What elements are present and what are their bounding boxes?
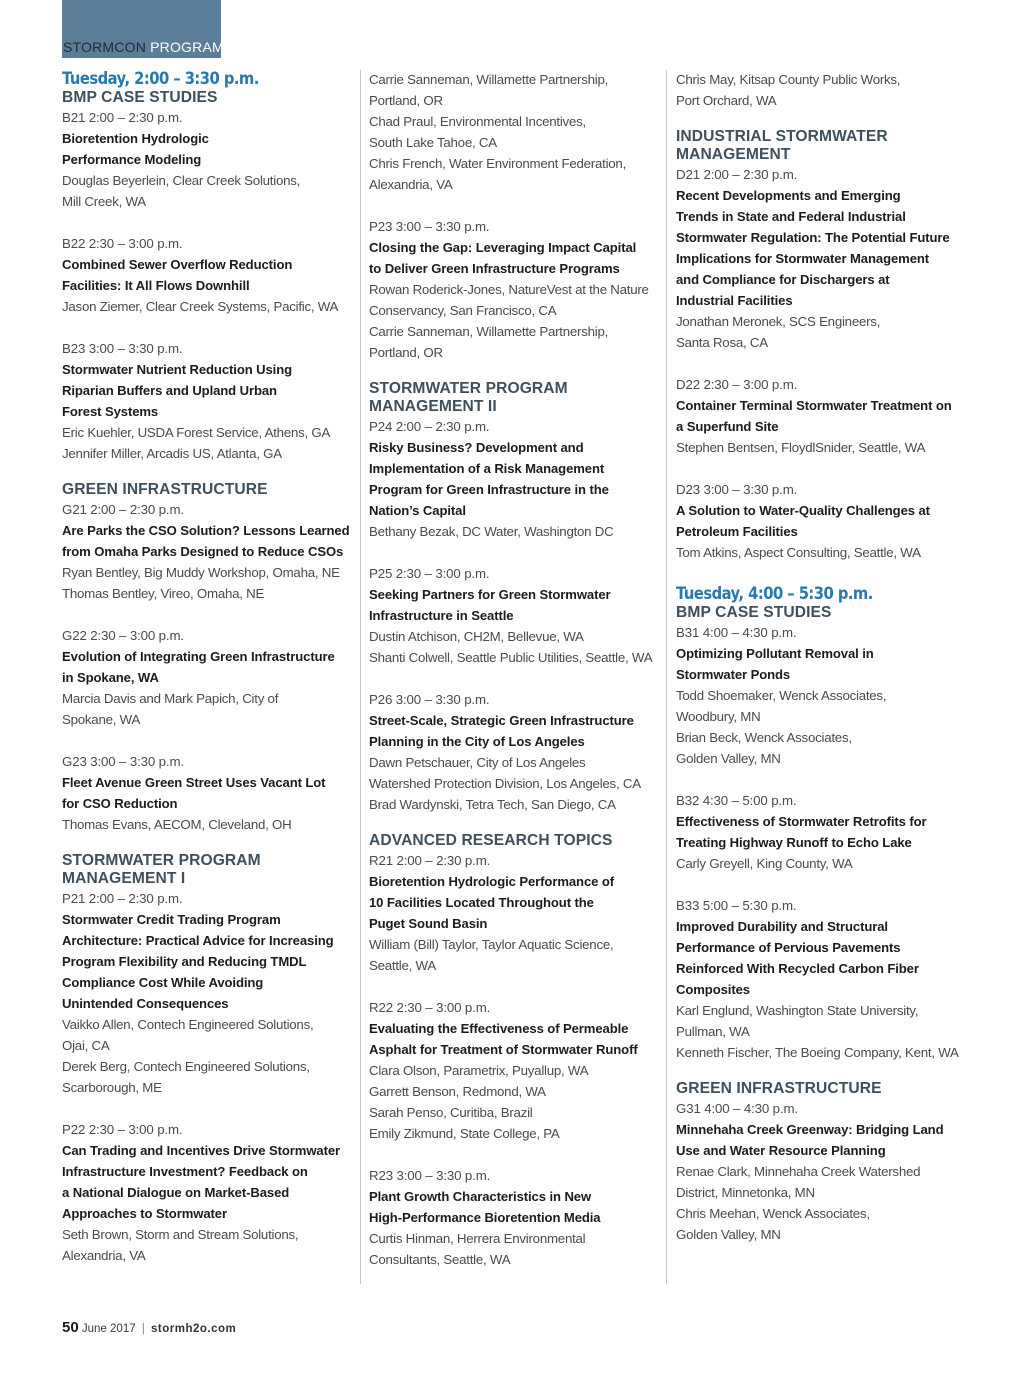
presenter-line: Jonathan Meronek, SCS Engineers, [676,314,881,329]
spacer [62,317,360,338]
presenter-line: Sarah Penso, Curitiba, Brazil [369,1105,533,1120]
spacer [369,542,667,563]
session-code-time: D21 2:00 – 2:30 p.m. [676,167,798,182]
session-title: Architecture: Practical Advice for Increasing [62,933,334,948]
track-heading: GREEN INFRASTRUCTURE [676,1080,882,1097]
session-code-time: B23 3:00 – 3:30 p.m. [62,341,183,356]
session-time-heading: Tuesday, 2:00 – 3:30 p.m. [62,69,259,88]
track-heading: MANAGEMENT II [369,398,497,415]
program-column-1 [62,69,360,1266]
session-code-time: B33 5:00 – 5:30 p.m. [676,898,797,913]
presenter-line: Portland, OR [369,345,443,360]
track-heading: MANAGEMENT [676,146,791,163]
session-title: Composites [676,982,750,997]
presenter-line: Karl Englund, Washington State University, [676,1003,919,1018]
program-column-3 [676,69,974,1245]
presenter-line: Golden Valley, MN [676,1227,781,1242]
session-title: Bioretention Hydrologic [62,131,209,146]
track-heading: STORMWATER PROGRAM [62,852,261,869]
session-title: Recent Developments and Emerging [676,188,901,203]
presenter-line: Tom Atkins, Aspect Consulting, Seattle, WA [676,545,921,560]
presenter-line: Douglas Beyerlein, Clear Creek Solutions, [62,173,301,188]
spacer [369,1144,667,1165]
presenter-line: Vaikko Allen, Contech Engineered Solutions, [62,1017,314,1032]
track-heading: BMP CASE STUDIES [62,89,218,106]
page-number: 50 [62,1319,79,1336]
presenter-line: Brad Wardynski, Tetra Tech, San Diego, CA [369,797,616,812]
spacer [62,464,360,481]
header-section: PROGRAM [150,39,224,55]
track-heading: INDUSTRIAL STORMWATER [676,128,888,145]
spacer [676,563,974,584]
presenter-line: Seattle, WA [369,958,436,973]
session-title: Industrial Facilities [676,293,793,308]
presenter-line: Derek Berg, Contech Engineered Solutions, [62,1059,310,1074]
session-title: Are Parks the CSO Solution? Lessons Learned [62,523,350,538]
track-heading: ADVANCED RESEARCH TOPICS [369,832,613,849]
spacer [369,195,667,216]
spacer [369,668,667,689]
session-title: Bioretention Hydrologic Performance of [369,874,615,889]
presenter-line: Watershed Protection Division, Los Angeles, CA [369,776,641,791]
spacer [676,874,974,895]
track-heading: STORMWATER PROGRAM [369,380,568,397]
session-title: Plant Growth Characteristics in New [369,1189,592,1204]
spacer [676,111,974,128]
session-title: Minnehaha Creek Greenway: Bridging Land [676,1122,944,1137]
presenter-line: Rowan Roderick-Jones, NatureVest at the Nature [369,282,649,297]
presenter-line: Kenneth Fischer, The Boeing Company, Kent, WA [676,1045,959,1060]
footer-separator: | [141,1323,145,1335]
presenter-line: Carrie Sanneman, Willamette Partnership, [369,72,609,87]
session-code-time: B32 4:30 – 5:00 p.m. [676,793,797,808]
session-code-time: D22 2:30 – 3:00 p.m. [676,377,798,392]
presenter-line: Renae Clark, Minnehaha Creek Watershed [676,1164,921,1179]
session-code-time: G21 2:00 – 2:30 p.m. [62,502,184,517]
presenter-line: Chris Meehan, Wenck Associates, [676,1206,870,1221]
header-brand: STORMCON [63,39,147,55]
session-code-time: P21 2:00 – 2:30 p.m. [62,891,183,906]
session-title: Performance Modeling [62,152,202,167]
presenter-line: Jennifer Miller, Arcadis US, Atlanta, GA [62,446,282,461]
session-title: Street-Scale, Strategic Green Infrastructure [369,713,634,728]
spacer [369,363,667,380]
session-code-time: G31 4:00 – 4:30 p.m. [676,1101,798,1116]
session-title: Stormwater Credit Trading Program [62,912,281,927]
presenter-line: Ojai, CA [62,1038,110,1053]
presenter-line: Alexandria, VA [369,177,453,192]
presenter-line: Eric Kuehler, USDA Forest Service, Athens, GA [62,425,331,440]
spacer [369,976,667,997]
page-footer [62,1320,236,1337]
presenter-line: Dustin Atchison, CH2M, Bellevue, WA [369,629,584,644]
session-title: Can Trading and Incentives Drive Stormwater [62,1143,341,1158]
session-title: Container Terminal Stormwater Treatment on [676,398,952,413]
presenter-line: District, Minnetonka, MN [676,1185,815,1200]
session-title: Performance of Pervious Pavements [676,940,901,955]
session-code-time: B22 2:30 – 3:00 p.m. [62,236,183,251]
presenter-line: Shanti Colwell, Seattle Public Utilities, Seattle, WA [369,650,653,665]
session-code-time: R23 3:00 – 3:30 p.m. [369,1168,491,1183]
session-title: Trends in State and Federal Industrial [676,209,906,224]
presenter-line: Seth Brown, Storm and Stream Solutions, [62,1227,299,1242]
session-title: Risky Business? Development and [369,440,584,455]
presenter-line: Santa Rosa, CA [676,335,768,350]
session-title: Implications for Stormwater Management [676,251,930,266]
session-title: Infrastructure Investment? Feedback on [62,1164,308,1179]
presenter-line: Jason Ziemer, Clear Creek Systems, Pacific, WA [62,299,339,314]
session-title: and Compliance for Dischargers at [676,272,890,287]
session-title: Evaluating the Effectiveness of Permeable [369,1021,629,1036]
program-column-2 [369,69,667,1270]
presenter-line: Woodbury, MN [676,709,761,724]
presenter-line: Scarborough, ME [62,1080,162,1095]
presenter-line: Stephen Bentsen, FloydlSnider, Seattle, WA [676,440,926,455]
presenter-line: Port Orchard, WA [676,93,777,108]
session-title: Optimizing Pollutant Removal in [676,646,874,661]
session-code-time: D23 3:00 – 3:30 p.m. [676,482,798,497]
presenter-line: Thomas Bentley, Vireo, Omaha, NE [62,586,265,601]
session-title: Stormwater Regulation: The Potential Future [676,230,950,245]
session-title: Approaches to Stormwater [62,1206,227,1221]
presenter-line: Carrie Sanneman, Willamette Partnership, [369,324,609,339]
presenter-line: Chris French, Water Environment Federation, [369,156,627,171]
presenter-line: William (Bill) Taylor, Taylor Aquatic Science, [369,937,614,952]
session-code-time: R22 2:30 – 3:00 p.m. [369,1000,491,1015]
session-title: Reinforced With Recycled Carbon Fiber [676,961,919,976]
session-title: Closing the Gap: Leveraging Impact Capital [369,240,637,255]
spacer [62,604,360,625]
presenter-line: Emily Zikmund, State College, PA [369,1126,560,1141]
session-title: Petroleum Facilities [676,524,798,539]
presenter-line: Curtis Hinman, Herrera Environmental [369,1231,586,1246]
presenter-line: Dawn Petschauer, City of Los Angeles [369,755,586,770]
track-heading: BMP CASE STUDIES [676,604,832,621]
session-title: Facilities: It All Flows Downhill [62,278,250,293]
session-title: High-Performance Bioretention Media [369,1210,601,1225]
session-title: Program for Green Infrastructure in the [369,482,609,497]
session-title: for CSO Reduction [62,796,178,811]
session-code-time: G22 2:30 – 3:00 p.m. [62,628,184,643]
session-title: Infrastructure in Seattle [369,608,514,623]
presenter-line: Mill Creek, WA [62,194,146,209]
spacer [62,730,360,751]
presenter-line: Conservancy, San Francisco, CA [369,303,557,318]
session-title: Fleet Avenue Green Street Uses Vacant Lot [62,775,326,790]
session-code-time: P25 2:30 – 3:00 p.m. [369,566,490,581]
spacer [676,353,974,374]
session-code-time: P22 2:30 – 3:00 p.m. [62,1122,183,1137]
presenter-line: Garrett Benson, Redmond, WA [369,1084,546,1099]
session-title: Unintended Consequences [62,996,229,1011]
session-code-time: P24 2:00 – 2:30 p.m. [369,419,490,434]
session-title: Combined Sewer Overflow Reduction [62,257,293,272]
spacer [62,1098,360,1119]
spacer [676,458,974,479]
session-title: Program Flexibility and Reducing TMDL [62,954,307,969]
session-time-heading: Tuesday, 4:00 – 5:30 p.m. [676,584,873,603]
presenter-line: Marcia Davis and Mark Papich, City of [62,691,279,706]
presenter-line: South Lake Tahoe, CA [369,135,497,150]
session-title: Puget Sound Basin [369,916,488,931]
spacer [62,212,360,233]
spacer [369,815,667,832]
session-title: Stormwater Nutrient Reduction Using [62,362,293,377]
session-title: Implementation of a Risk Management [369,461,605,476]
spacer [676,769,974,790]
presenter-line: Spokane, WA [62,712,141,727]
session-title: Planning in the City of Los Angeles [369,734,585,749]
session-title: Asphalt for Treatment of Stormwater Runoff [369,1042,638,1057]
column-divider [360,70,361,1284]
session-title: Improved Durability and Structural [676,919,888,934]
presenter-line: Ryan Bentley, Big Muddy Workshop, Omaha, NE [62,565,340,580]
presenter-line: Brian Beck, Wenck Associates, [676,730,852,745]
session-title: 10 Facilities Located Throughout the [369,895,594,910]
website: stormh2o.com [151,1323,237,1335]
presenter-line: Todd Shoemaker, Wenck Associates, [676,688,887,703]
presenter-line: Bethany Bezak, DC Water, Washington DC [369,524,614,539]
session-title: Riparian Buffers and Upland Urban [62,383,277,398]
session-title: in Spokane, WA [62,670,159,685]
track-heading: MANAGEMENT I [62,870,186,887]
spacer [62,835,360,852]
presenter-line: Portland, OR [369,93,443,108]
session-code-time: P26 3:00 – 3:30 p.m. [369,692,490,707]
presenter-line: Chris May, Kitsap County Public Works, [676,72,901,87]
session-title: Forest Systems [62,404,159,419]
session-title: a Superfund Site [676,419,779,434]
session-title: A Solution to Water-Quality Challenges at [676,503,930,518]
session-code-time: P23 3:00 – 3:30 p.m. [369,219,490,234]
session-title: Stormwater Ponds [676,667,791,682]
session-title: a National Dialogue on Market-Based [62,1185,290,1200]
presenter-line: Pullman, WA [676,1024,750,1039]
presenter-line: Chad Praul, Environmental Incentives, [369,114,586,129]
presenter-line: Carly Greyell, King County, WA [676,856,853,871]
session-code-time: G23 3:00 – 3:30 p.m. [62,754,184,769]
running-header [63,39,224,55]
session-code-time: B21 2:00 – 2:30 p.m. [62,110,183,125]
session-title: Compliance Cost While Avoiding [62,975,264,990]
issue-date: June 2017 [81,1323,136,1335]
presenter-line: Thomas Evans, AECOM, Cleveland, OH [62,817,292,832]
presenter-line: Clara Olson, Parametrix, Puyallup, WA [369,1063,589,1078]
session-title: Use and Water Resource Planning [676,1143,886,1158]
presenter-line: Alexandria, VA [62,1248,146,1263]
track-heading: GREEN INFRASTRUCTURE [62,481,268,498]
spacer [676,1063,974,1080]
presenter-line: Golden Valley, MN [676,751,781,766]
session-title: from Omaha Parks Designed to Reduce CSOs [62,544,344,559]
session-title: Evolution of Integrating Green Infrastructure [62,649,335,664]
session-title: to Deliver Green Infrastructure Programs [369,261,620,276]
session-title: Seeking Partners for Green Stormwater [369,587,611,602]
session-code-time: R21 2:00 – 2:30 p.m. [369,853,491,868]
session-code-time: B31 4:00 – 4:30 p.m. [676,625,797,640]
presenter-line: Consultants, Seattle, WA [369,1252,511,1267]
session-title: Effectiveness of Stormwater Retrofits for [676,814,927,829]
session-title: Treating Highway Runoff to Echo Lake [676,835,912,850]
session-title: Nation’s Capital [369,503,466,518]
